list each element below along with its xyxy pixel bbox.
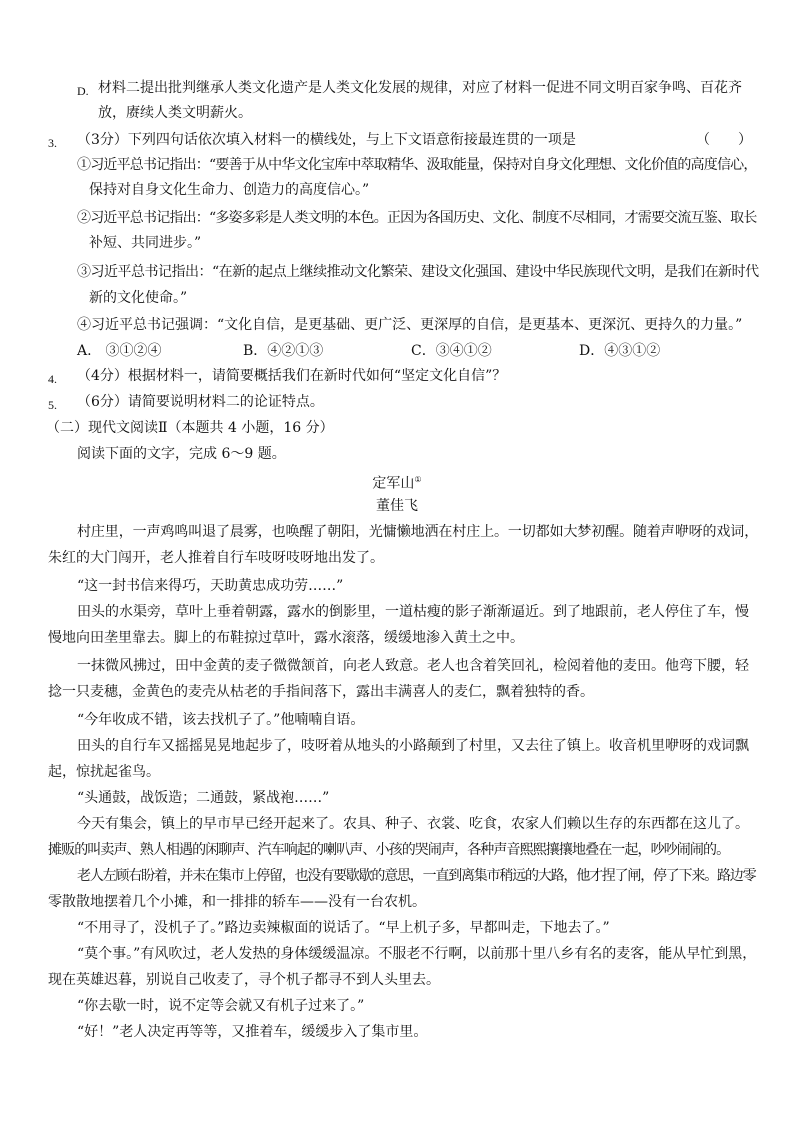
story-p9-line2: 零散散地摆着几个小摊，和一排排的轿车——没有一台农机。 <box>48 894 426 910</box>
story-p4-line1: 一抹微风拂过，田中金黄的麦子微微颔首，向老人致意。老人也含着笑回礼，检阅着他的麦田。他弯下腰，轻 <box>77 658 749 674</box>
story-p12: “你去歇一时，说不定等会就又有机子过来了。” <box>77 998 365 1014</box>
q3-sentence-2-line2: 补短、共同进步。” <box>89 235 202 251</box>
story-p1-line1: 村庄里，一声鸡鸣叫退了晨雾，也唤醒了朝阳，光慵懒地洒在村庄上。一切都如大梦初醒。随着声咿呀的戏词， <box>77 524 759 540</box>
story-p9-line1: 老人左顾右盼着，并未在集市上停留，也没有要歇歇的意思，一直到离集市稍远的大路，他才捏了闸，停了下来。路边零 <box>77 868 756 884</box>
q3-option-a: A. ③①②④ <box>77 343 162 359</box>
q3-sentence-1-line2: 保持对自身文化生命力、创造力的高度信心。” <box>89 182 370 198</box>
story-p11-line2: 现在英雄迟暮，别说自己收麦了，寻个机子都寻不到人头里去。 <box>48 972 440 988</box>
story-p7: “头通鼓，战饭造；二通鼓，紧战袍……” <box>77 790 330 806</box>
section-heading: （二）现代文阅读Ⅱ（本题共 4 小题，16 分） <box>46 420 334 436</box>
story-p8-line1: 今天有集会，镇上的早市早已经开起来了。农具、种子、衣裳、吃食，农家人们赖以生存的东西都在这儿了。 <box>77 816 749 832</box>
q5-number: 5. <box>48 398 57 412</box>
q3-option-d: D．④③①② <box>579 343 661 359</box>
story-author: 董佳飞 <box>376 498 418 514</box>
q2-option-d-label: D. <box>77 84 89 98</box>
story-p6-line1: 田头的自行车又摇摇晃晃地起步了，吱呀着从地头的小路颠到了村里，又去往了镇上。收音机里咿呀的戏词飘 <box>77 738 749 754</box>
footnote-marker: ① <box>414 475 422 484</box>
q3-option-b: B．④②①③ <box>243 343 324 359</box>
story-p6-line2: 起，惊扰起雀鸟。 <box>48 764 160 780</box>
q4-text: （4分）根据材料一，请简要概括我们在新时代如何“坚定文化自信”？ <box>77 368 507 384</box>
q3-answer-blank: （ ） <box>696 132 752 148</box>
q5-text: （6分）请简要说明材料二的论证特点。 <box>77 394 324 410</box>
story-p11-line1: “莫个事。”有风吹过，老人发热的身体缓缓温凉。不服老不行啊，以前那十里八乡有名的麦客，能从早忙到黑， <box>77 946 757 962</box>
story-p3-line1: 田头的水渠旁，草叶上垂着朝露，露水的倒影里，一道枯瘦的影子渐渐逼近。到了地跟前，老人停住了车，慢 <box>77 604 749 620</box>
q3-sentence-4: ④习近平总书记强调：“文化自信，是更基础、更广泛、更深厚的自信，是更基本、更深沉、更持久的力量。” <box>77 317 743 333</box>
q2-option-d-line2: 放，赓续人类文明薪火。 <box>98 105 252 121</box>
q3-sentence-3-line2: 新的文化使命。” <box>89 290 188 306</box>
story-p10: “不用寻了，没机子了。”路边卖辣椒面的说话了。“早上机子多，早都叫走，下地去了。” <box>77 920 610 936</box>
q3-stem: （3分）下列四句话依次填入材料一的横线处，与上下文语意衔接最连贯的一项是 <box>77 132 576 148</box>
story-p13: “好！”老人决定再等等，又推着车，缓缓步入了集市里。 <box>77 1024 428 1040</box>
q3-option-c: C．③④①② <box>411 343 492 359</box>
story-p1-line2: 朱红的大门闯开，老人推着自行车吱呀吱呀地出发了。 <box>48 550 384 566</box>
story-p8-line2: 摊贩的叫卖声、熟人相遇的闲聊声、汽车响起的喇叭声、小孩的哭闹声，各种声音熙熙攘攘地叠在一起，吵吵闹闹的。 <box>48 842 730 858</box>
story-p5: “今年收成不错，该去找机子了。”他喃喃自语。 <box>77 712 365 728</box>
q2-option-d-line1: 材料二提出批判继承人类文化遗产是人类文化发展的规律，对应了材料一促进不同文明百家争鸣、百花齐 <box>98 80 742 96</box>
q3-number: 3. <box>48 136 57 150</box>
story-p3-line2: 慢地向田垄里靠去。脚上的布鞋掠过草叶，露水滚落，缓缓地渗入黄土之中。 <box>48 630 524 646</box>
q4-number: 4. <box>48 372 57 386</box>
story-p2: “这一封书信来得巧，天助黄忠成功劳……” <box>77 578 344 594</box>
q3-sentence-1-line1: ①习近平总书记指出：“要善于从中华文化宝库中萃取精华、汲取能量，保持对自身文化理想、文化价值的高度信心， <box>77 157 757 173</box>
story-p4-line2: 捻一只麦穗，金黄色的麦壳从枯老的手指间落下，露出丰满喜人的麦仁，飘着独特的香。 <box>48 684 594 700</box>
story-title-text: 定军山 <box>372 475 415 492</box>
q3-sentence-3-line1: ③习近平总书记指出：“在新的起点上继续推动文化繁荣、建设文化强国、建设中华民族现代文明，是我们在新时代 <box>77 264 759 280</box>
q3-sentence-2-line1: ②习近平总书记指出：“多姿多彩是人类文明的本色。正因为各国历史、文化、制度不尽相同，才需要交流互鉴、取长 <box>77 210 757 226</box>
story-title <box>0 471 794 493</box>
section-instruction: 阅读下面的文字，完成 6～9 题。 <box>77 446 286 462</box>
